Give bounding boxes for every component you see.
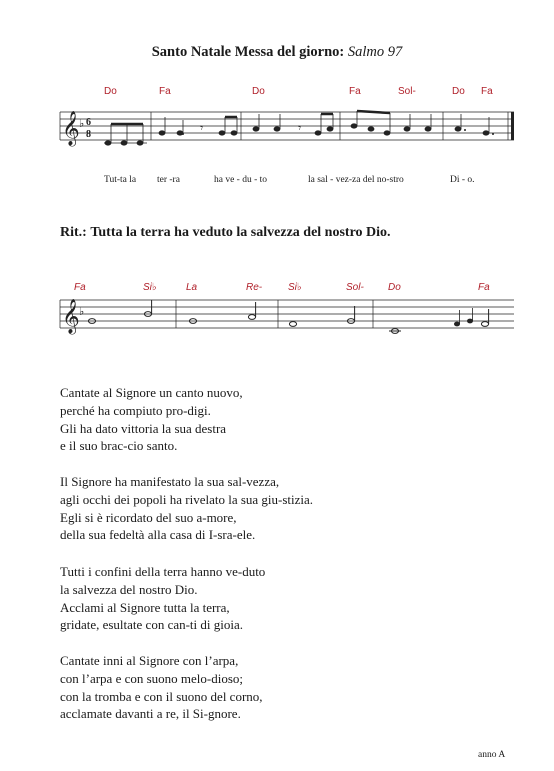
verse-line: perché ha compiuto pro-digi. <box>60 402 211 418</box>
refrain-text: Tutta la terra ha veduto la salvezza del nostro Dio. <box>90 225 391 240</box>
stanza-4 <box>60 652 263 723</box>
chord: Si♭ <box>288 282 302 293</box>
music-staff-1 <box>0 105 554 165</box>
svg-text:𝄾: 𝄾 <box>298 121 302 135</box>
chord: Sol- <box>398 86 416 97</box>
music-staff-2 <box>0 296 554 346</box>
stanza-1 <box>60 384 243 455</box>
verse-line: la salvezza del nostro Dio. <box>60 581 198 597</box>
stanza-3 <box>60 563 265 634</box>
year-label: anno A <box>478 750 506 760</box>
title-psalm: Salmo 97 <box>347 44 403 60</box>
svg-text:8: 8 <box>86 129 91 140</box>
verse-line: con l’arpa e con suono melo-dioso; <box>60 670 244 686</box>
verse-line: Gli ha dato vittoria la sua destra <box>60 420 227 436</box>
chord: Fa <box>481 86 493 97</box>
verse-line: acclamate davanti a re, il Si-gnore. <box>60 706 241 722</box>
refrain-label: Rit.: <box>60 225 87 240</box>
svg-text:𝄞: 𝄞 <box>62 299 80 334</box>
chord: Do <box>452 86 465 97</box>
verse-line: Egli si è ricordato del suo a-more, <box>60 509 237 525</box>
verse-line: agli occhi dei popoli ha rivelato la sua giu-stizia. <box>60 491 314 507</box>
stanza-2 <box>60 473 313 544</box>
verse-line: della sua fedeltà alla casa di I-sra-ele. <box>60 527 256 543</box>
chord: Do <box>252 86 265 97</box>
verse-line: Tutti i confini della terra hanno ve-duto <box>60 564 266 579</box>
chord: Do <box>104 86 117 97</box>
svg-text:𝄞: 𝄞 <box>62 111 80 146</box>
chord: Do <box>388 282 401 293</box>
verse-line: Acclami al Signore tutta la terra, <box>60 599 230 615</box>
svg-text:6: 6 <box>86 117 91 128</box>
chord: La <box>186 282 198 293</box>
page-title <box>0 44 554 61</box>
verse-line: con la tromba e con il suono del corno, <box>60 688 263 704</box>
lyric: la sal - vez-za del no-stro <box>308 175 404 185</box>
svg-text:♭: ♭ <box>79 117 85 130</box>
verse-line: gridate, esultate con can-ti di gioia. <box>60 617 244 633</box>
verse-line: Cantate al Signore un canto nuovo, <box>60 385 243 400</box>
verse-line: Il Signore ha manifestato la sua sal-vezza, <box>60 474 280 489</box>
chord: Fa <box>74 282 86 293</box>
refrain <box>60 225 391 241</box>
chord: Fa <box>349 86 361 97</box>
chord: Si♭ <box>143 282 157 293</box>
chord: Fa <box>478 282 490 293</box>
svg-text:𝄾: 𝄾 <box>200 121 204 135</box>
lyric: Tut-ta la <box>104 175 137 185</box>
title-text: Santo Natale Messa del giorno: <box>151 44 348 60</box>
svg-text:♭: ♭ <box>79 305 85 318</box>
verse-line: Cantate inni al Signore con l’arpa, <box>60 653 239 668</box>
chord: Sol- <box>346 282 364 293</box>
verse-line: e il suo brac-cio santo. <box>60 438 178 454</box>
lyric: ter -ra <box>157 175 180 185</box>
lyric: ha ve - du - to <box>214 175 268 185</box>
lyric: Di - o. <box>450 175 475 185</box>
chord: Fa <box>159 86 171 97</box>
chord: Re- <box>246 282 263 293</box>
